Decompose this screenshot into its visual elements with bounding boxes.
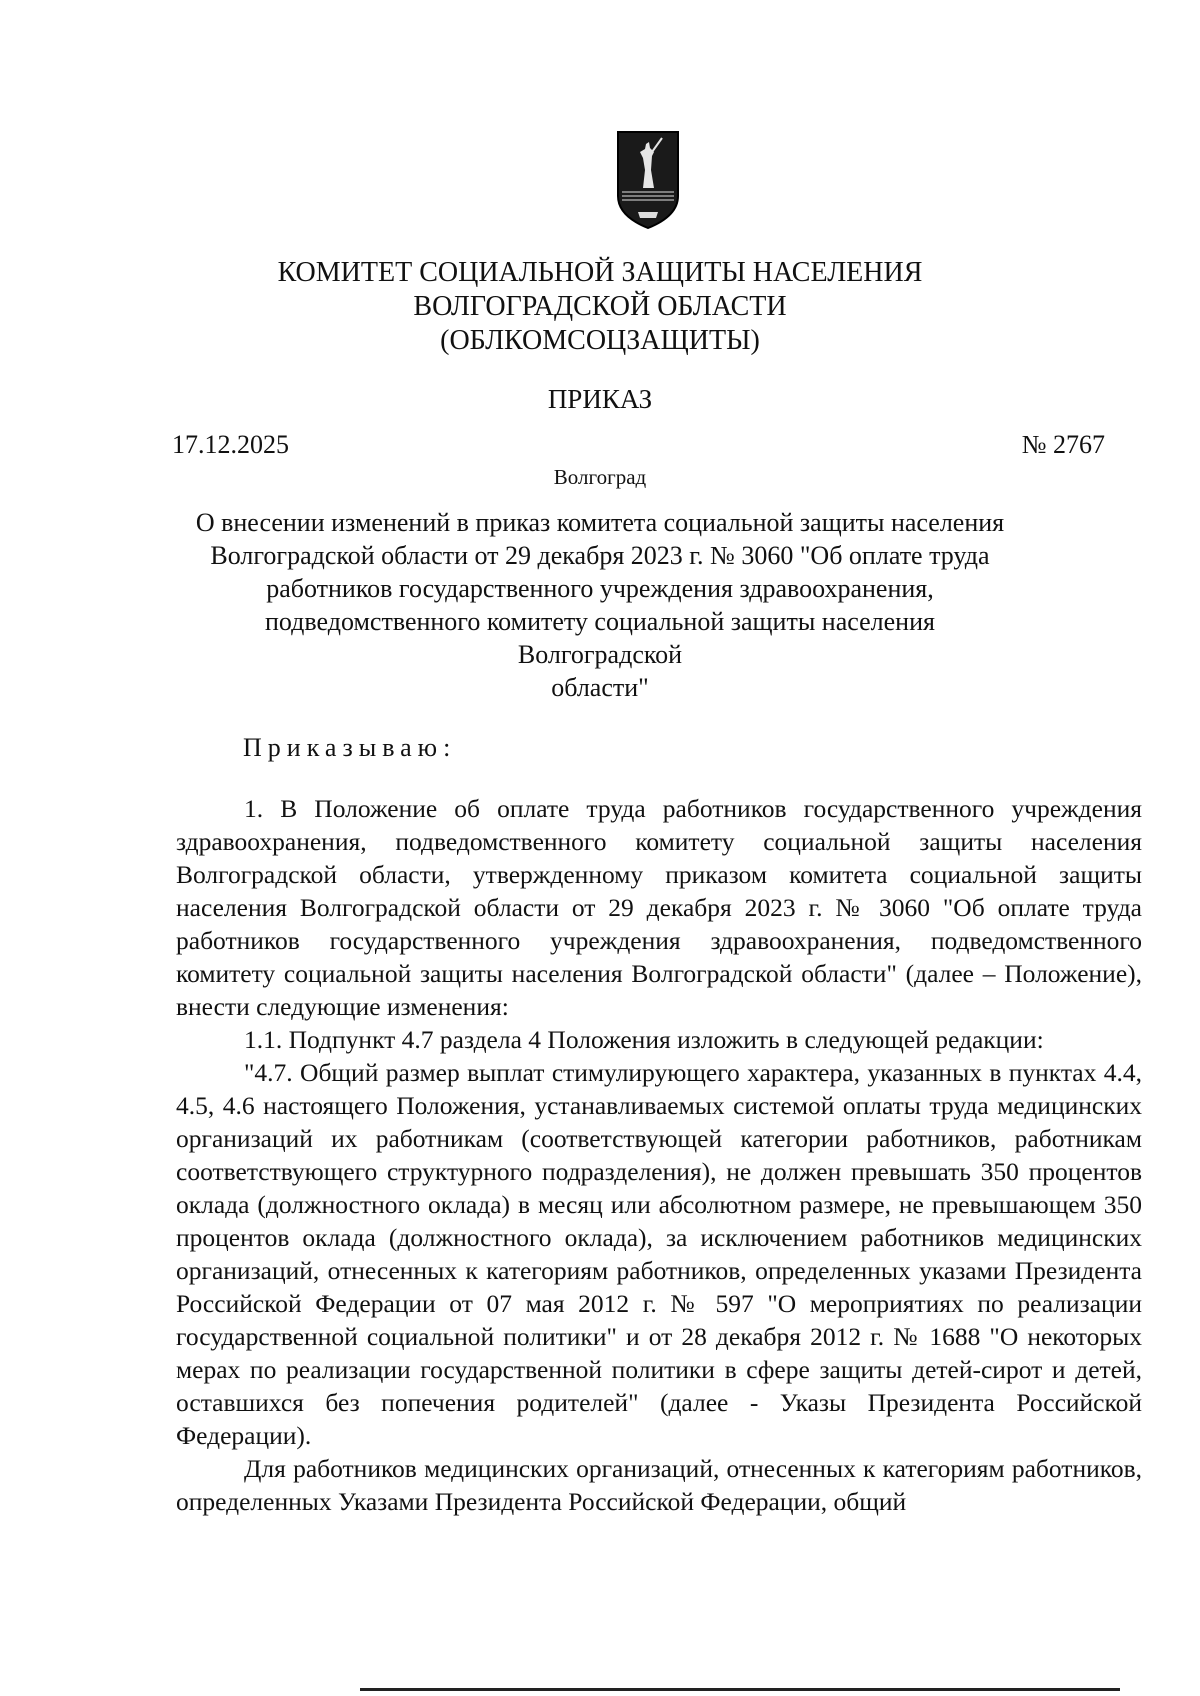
body-paragraph: Для работников медицинских организаций, отнесенных к категориям работников, определенных Указами Президента Российской Федерации, общий (176, 1454, 1142, 1516)
subject-line: работников государственного учреждения здравоохранения, (266, 574, 934, 603)
org-abbreviation: (ОБЛКОМСОЦЗАЩИТЫ) (440, 325, 760, 356)
order-number: № 2767 (1021, 430, 1105, 459)
subject-line: подведомственного комитету социальной защиты населения Волгоградской (265, 607, 935, 669)
org-name-line2: ВОЛГОГРАДСКОЙ ОБЛАСТИ (413, 291, 787, 322)
body-paragraph: "4.7. Общий размер выплат стимулирующего характера, указанных в пунктах 4.4, 4.5, 4.6 настоящего Положения, устанавливаемых системой оплаты труда медицинских организаций их работникам (соответствующей категории работников, работникам соответствующего структурного подразделения), не должен превышать 350 процентов оклада (должностного оклада) в месяц или абсолютном размере, не превышающем 350 процентов оклада (должностного оклада), за исключением работников медицинских организаций, отнесенных к категориям работников, определенных указами Президента Российской Федерации от 07 мая 2012 г. № 597 "О мероприятиях по реализации государственной социальной политики" и от 28 декабря 2012 г. № 1688 "О некоторых мерах по реализации государственной политики в сфере защиты детей-сирот и детей, оставшихся без попечения родителей" (далее - Указы Президента Российской Федерации). (176, 1058, 1142, 1450)
document-type: ПРИКАЗ (547, 384, 653, 414)
subject-line: области" (551, 673, 649, 702)
city-name: Волгоград (553, 465, 647, 489)
org-name-line1: КОМИТЕТ СОЦИАЛЬНОЙ ЗАЩИТЫ НАСЕЛЕНИЯ (277, 257, 923, 288)
organization-header (200, 256, 1000, 358)
volgograd-coat-of-arms-icon (616, 130, 680, 230)
coat-of-arms-emblem (616, 130, 680, 230)
page-bottom-rule (360, 1688, 1120, 1691)
body-paragraph: 1.1. Подпункт 4.7 раздела 4 Положения изложить в следующей редакции: (244, 1025, 1044, 1054)
order-subject (180, 506, 1020, 704)
directive-word: Приказываю: (243, 733, 457, 762)
subject-line: Волгоградской области от 29 декабря 2023 г. № 3060 "Об оплате труда (210, 541, 990, 570)
body-paragraph: 1. В Положение об оплате труда работников государственного учреждения здравоохранения, подведомственного комитету социальной защиты населения Волгоградской области, утвержденному приказом комитета социальной защиты населения Волгоградской области от 29 декабря 2023 г. № 3060 "Об оплате труда работников государственного учреждения здравоохранения, подведомственного комитету социальной защиты населения Волгоградской области" (далее – Положение), внести следующие изменения: (176, 794, 1142, 1021)
subject-line: О внесении изменений в приказ комитета социальной защиты населения (195, 508, 1005, 537)
order-body (176, 792, 1142, 1518)
order-date: 17.12.2025 (172, 430, 289, 459)
